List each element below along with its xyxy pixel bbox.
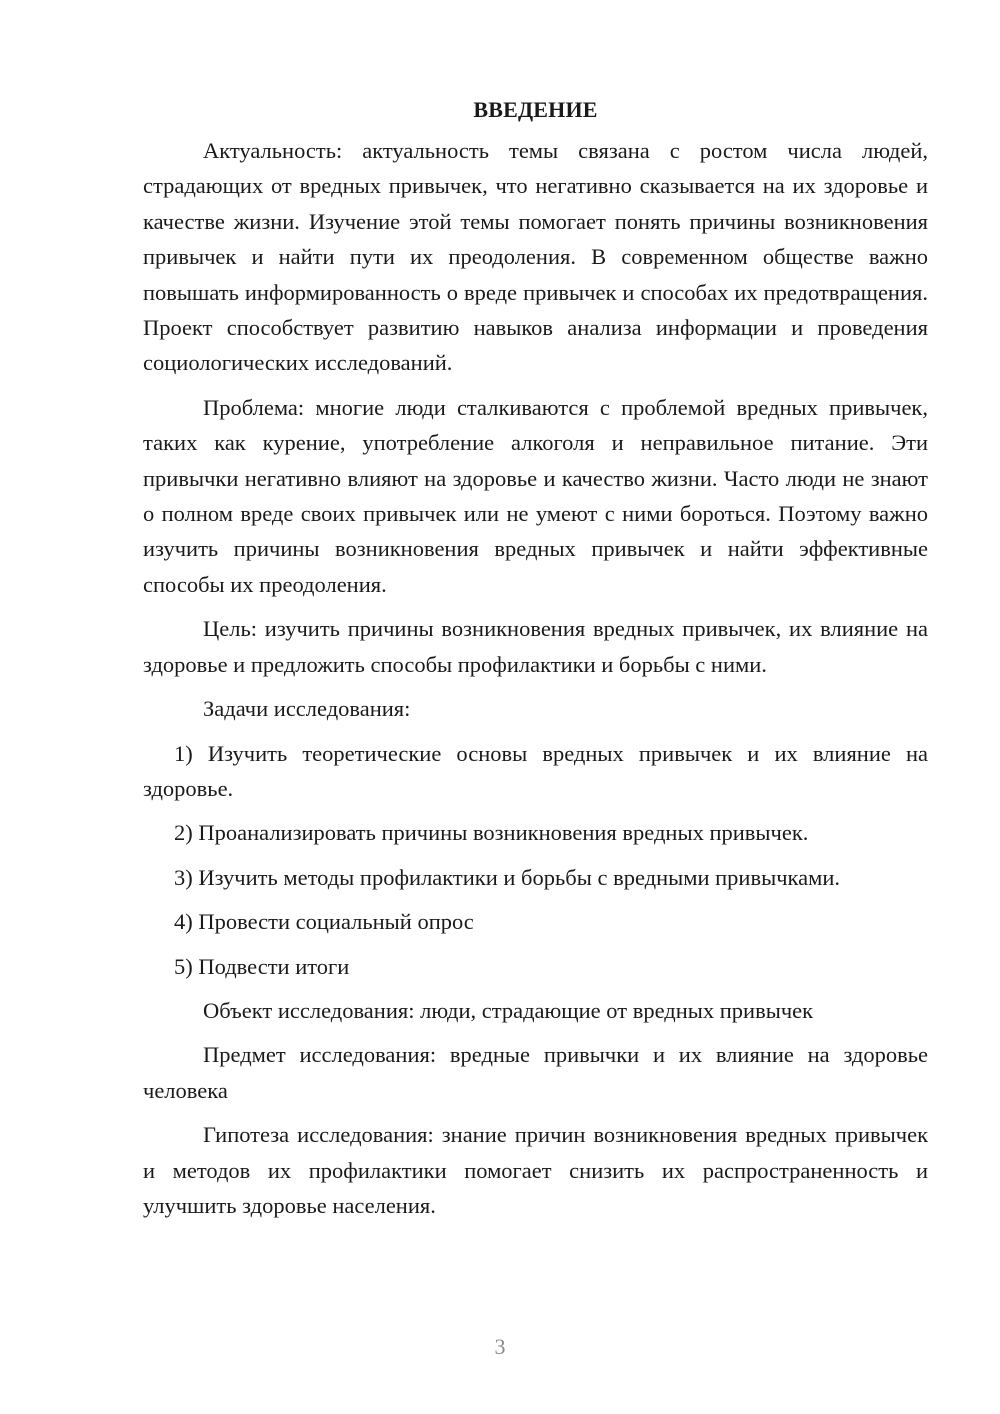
task-item-3: 3) Изучить методы профилактики и борьбы с вредными привычками. [174, 864, 841, 890]
task-item-1: 1) Изучить теоретические основы вредных привычек и их влияние на здоровье. [143, 740, 928, 801]
paragraph-problem: Проблема: многие люди сталкиваются с проблемой вредных привычек, таких как курение, употребление алкоголя и неправильное питание. Эти привычки негативно влияют на здоровье и качество жизни. Часто люди не знают о полном вреде своих привычек или не умеют с ними бороться. Поэтому важно изучить причины возникновения вредных привычек и найти эффективные способы их преодоления. [143, 394, 928, 597]
research-hypothesis: Гипотеза исследования: знание причин возникновения вредных привычек и методов их профилактики помогает снизить их распространенность и улучшить здоровье населения. [143, 1122, 928, 1218]
task-item-2: 2) Проанализировать причины возникновения вредных привычек. [174, 820, 809, 846]
research-object: Объект исследования: люди, страдающие от вредных привычек [203, 997, 814, 1023]
paragraph-relevance: Актуальность: актуальность темы связана с ростом числа людей, страдающих от вредных привычек, что негативно сказывается на их здоровье и качестве жизни. Изучение этой темы помогает понять причины возникновения привычек и найти пути их преодоления. В современном обществе важно повышать информированность о вреде привычек и способах их предотвращения. Проект способствует развитию навыков анализа информации и проведения социологических исследований. [143, 138, 928, 376]
tasks-heading: Задачи исследования: [203, 696, 411, 722]
paragraph-goal: Цель: изучить причины возникновения вредных привычек, их влияние на здоровье и предложить способы профилактики и борьбы с ними. [143, 616, 928, 677]
document-page [143, 92, 928, 1232]
section-title: ВВЕДЕНИЕ [473, 97, 598, 122]
research-subject: Предмет исследования: вредные привычки и их влияние на здоровье человека [143, 1042, 928, 1103]
task-item-5: 5) Подвести итоги [174, 953, 350, 979]
task-item-4: 4) Провести социальный опрос [174, 909, 474, 935]
page-number: 3 [494, 1334, 506, 1359]
